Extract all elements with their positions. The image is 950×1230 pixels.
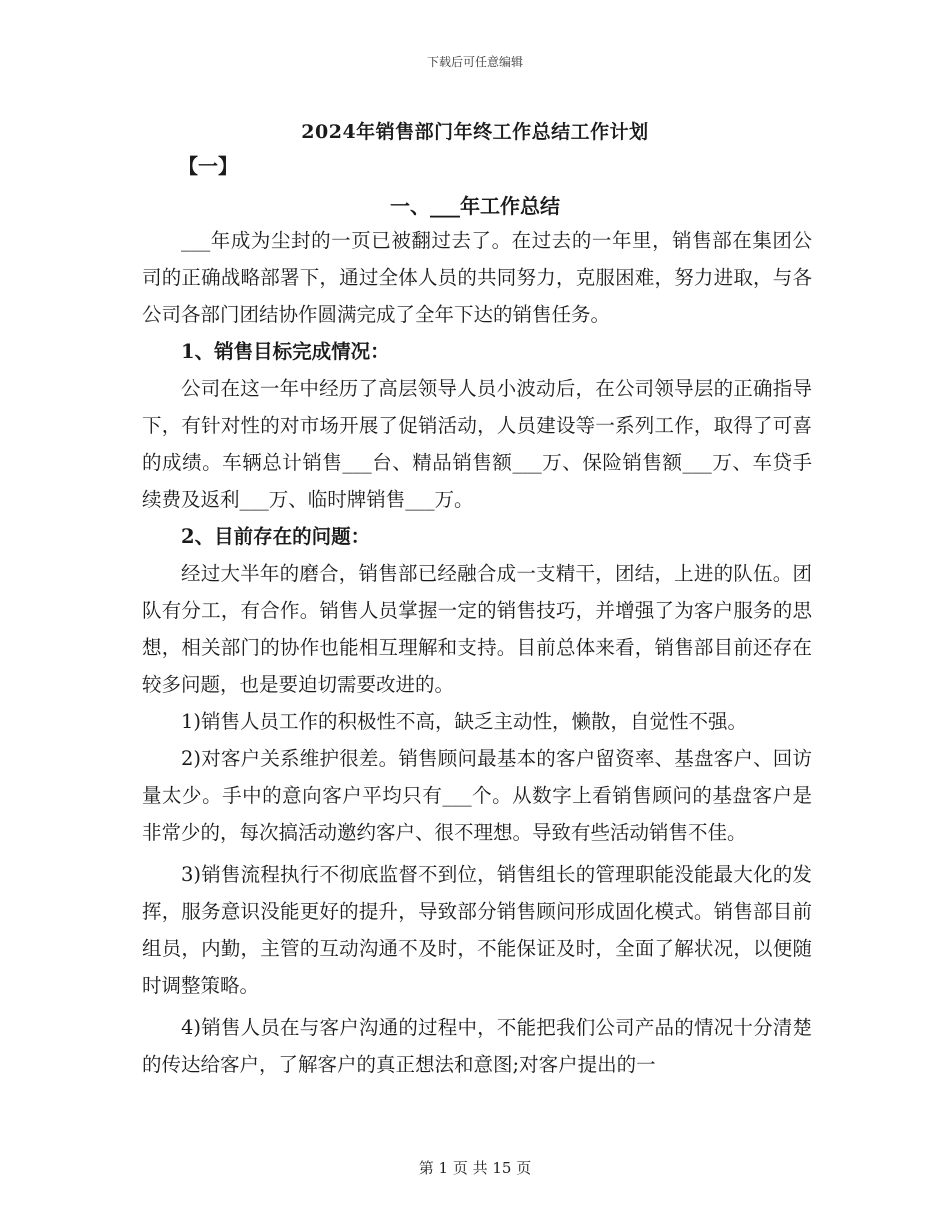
document-title: 2024年销售部门年终工作总结工作计划 [301, 121, 649, 143]
list-item-3: 3)销售流程执行不彻底监督不到位，销售组长的管理职能没能最大化的发挥，服务意识没能更好的提升，导致部分销售顾问形成固化模式。销售部目前组员，内勤，主管的互动沟通不及时，不能保证及时，全面了解状况，以便随时调整策略。 [142, 863, 812, 997]
paragraph-sales-target: 公司在这一年中经历了高层领导人员小波动后，在公司领导层的正确指导下，有针对性的对市场开展了促销活动，人员建设等一系列工作，取得了可喜的成绩。车辆总计销售___台、精品销售额___万、保险销售额___万、车贷手续费及返利___万、临时牌销售___万。 [142, 377, 812, 511]
document-body [142, 222, 812, 1083]
list-item-2: 2)对客户关系维护很差。销售顾问最基本的客户留资率、基盘客户、回访量太少。手中的意向客户平均只有___个。从数字上看销售顾问的基盘客户是非常少的，每次搞活动邀约客户、很不理想。导致有些活动销售不佳。 [142, 747, 812, 844]
subheading-problems: 2、目前存在的问题： [181, 525, 371, 548]
paragraph-intro: ___年成为尘封的一页已被翻过去了。在过去的一年里，销售部在集团公司的正确战略部署下，通过全体人员的共同努力，克服困难，努力进取，与各公司各部门团结协作圆满完成了全年下达的销售任务。 [142, 229, 812, 326]
subheading-sales-target: 1、销售目标完成情况： [181, 340, 390, 363]
page-number: 第 1 页 共 15 页 [418, 1159, 532, 1177]
list-item-1: 1)销售人员工作的积极性不高，缺乏主动性，懒散，自觉性不强。 [181, 710, 748, 733]
section-heading: 一、___年工作总结 [390, 194, 560, 218]
part-label: 【一】 [178, 154, 238, 178]
paragraph-problems: 经过大半年的磨合，销售部已经融合成一支精干，团结，上进的队伍。团队有分工，有合作。销售人员掌握一定的销售技巧，并增强了为客户服务的思想，相关部门的协作也能相互理解和支持。目前总体来看，销售部目前还存在较多问题，也是要迫切需要改进的。 [142, 562, 812, 696]
list-item-4: 4)销售人员在与客户沟通的过程中，不能把我们公司产品的情况十分清楚的传达给客户，了解客户的真正想法和意图;对客户提出的一 [142, 1016, 812, 1076]
header-note: 下载后可任意编辑 [426, 55, 523, 69]
